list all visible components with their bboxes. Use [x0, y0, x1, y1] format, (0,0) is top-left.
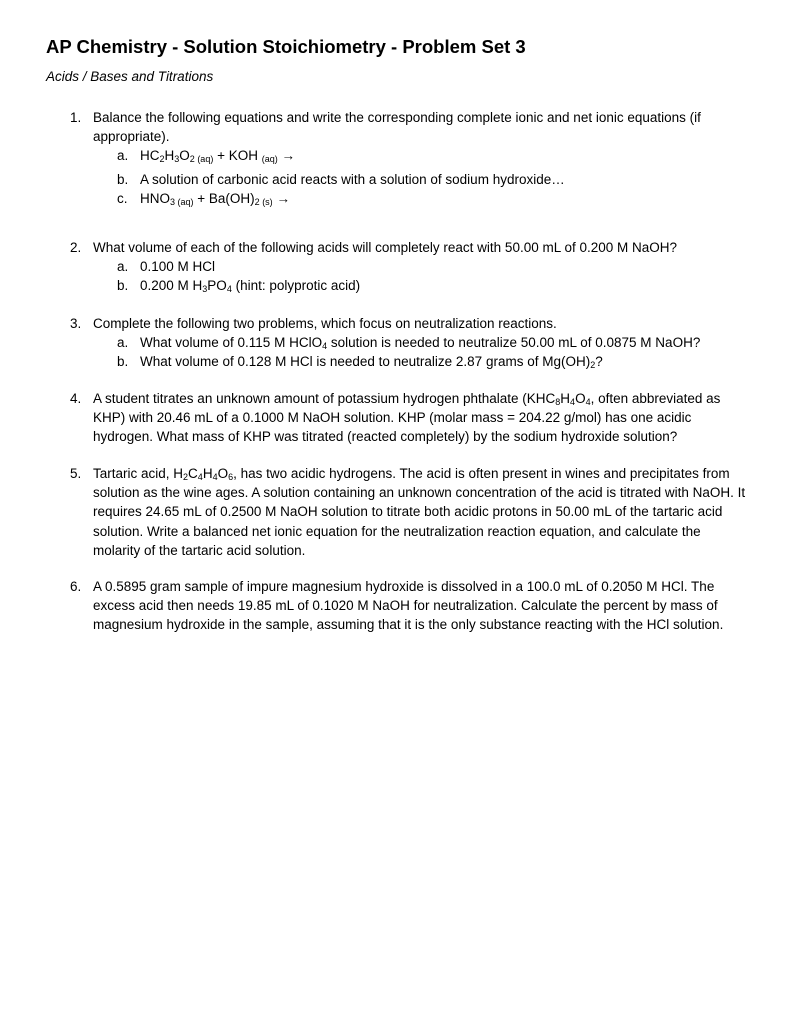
part-letter: b.	[117, 171, 129, 187]
question-text: What volume of each of the following acids will completely react with 50.00 mL of 0.200 M NaOH?	[93, 240, 678, 255]
question-part-a	[117, 333, 750, 352]
question-number: 2.	[70, 240, 82, 255]
part-letter: b.	[117, 278, 129, 294]
question-number: 6.	[70, 579, 82, 594]
part-letter: c.	[117, 190, 128, 206]
question-3	[70, 314, 750, 372]
part-letter: a.	[117, 148, 129, 164]
part-text: What volume of 0.115 M HClO$_4$ solution is needed to neutralize 50.00 mL of 0.0875 M NaOH?	[140, 335, 701, 352]
question-5	[70, 464, 750, 560]
question-part-b	[117, 276, 750, 295]
part-text: A solution of carbonic acid reacts with a solution of sodium hydroxide…	[140, 171, 565, 187]
question-text: A student titrates an unknown amount of potassium hydrogen phthalate ($KHC_8H_4O_4$, often abbreviated as KHP) with 20.46 mL of a 0.1000 M NaOH solution. KHP (molar mass = 204.22 g/mol) has one acidic hydrogen. What mass of KHP was titrated (reacted completely) by the sodium hydroxide solution?	[93, 391, 721, 445]
question-part-b	[117, 170, 750, 189]
question-2	[70, 238, 750, 296]
question-number: 5.	[70, 466, 82, 481]
question-number: 4.	[70, 391, 82, 406]
part-text: 0.200 M $H_3PO_4$ (hint: polyprotic acid)	[140, 278, 361, 295]
part-letter: a.	[117, 259, 129, 275]
part-text: What volume of 0.128 M HCl is needed to neutralize 2.87 grams of $Mg(OH)_2$?	[140, 354, 603, 371]
page-title: AP Chemistry - Solution Stoichiometry - Problem Set 3	[46, 36, 526, 57]
part-text: 0.100 M HCl	[140, 259, 216, 275]
part-letter: b.	[117, 354, 129, 370]
question-text: Tartaric acid, $H_2C_4H_4O_6$, has two acidic hydrogens. The acid is often present in wines and precipitates from solution as the wine ages. A solution containing an unknown concentration of the acid is titrated with NaOH. It requires 24.65 mL of 0.2500 M NaOH solution to titrate both acidic protons in 50.00 mL of the tartaric acid solution. Write a balanced net ionic equation for the neutralization reaction equation, and calculate the molarity of the tartaric acid solution.	[93, 466, 746, 558]
page-subtitle: Acids / Bases and Titrations	[46, 69, 214, 84]
part-text: $HNO_3$ $(aq) + Ba(OH)_2$ (s) →	[140, 190, 290, 207]
question-4	[70, 389, 750, 447]
part-text: $HC_2H_3O_2$ (aq) + KOH (aq) →	[140, 148, 295, 165]
question-part-c	[117, 189, 750, 212]
question-text: Balance the following equations and write the corresponding complete ionic and net ionic equations (if appropriate).	[93, 110, 701, 145]
question-1	[70, 108, 750, 212]
question-number: 1.	[70, 110, 82, 125]
question-6	[70, 577, 750, 635]
part-letter: a.	[117, 335, 129, 351]
question-text: Complete the following two problems, which focus on neutralization reactions.	[93, 316, 557, 331]
question-part-b	[117, 352, 750, 371]
question-part-a	[117, 146, 750, 169]
question-part-a	[117, 257, 750, 276]
question-text: A 0.5895 gram sample of impure magnesium hydroxide is dissolved in a 100.0 mL of 0.2050 M HCl. The excess acid then needs 19.85 mL of 0.1020 M NaOH for neutralization. Calculate the percent by mass of magnesium hydroxide in the sample, assuming that it is the only substance reacting with the HCl solution.	[93, 579, 724, 633]
question-number: 3.	[70, 316, 82, 331]
